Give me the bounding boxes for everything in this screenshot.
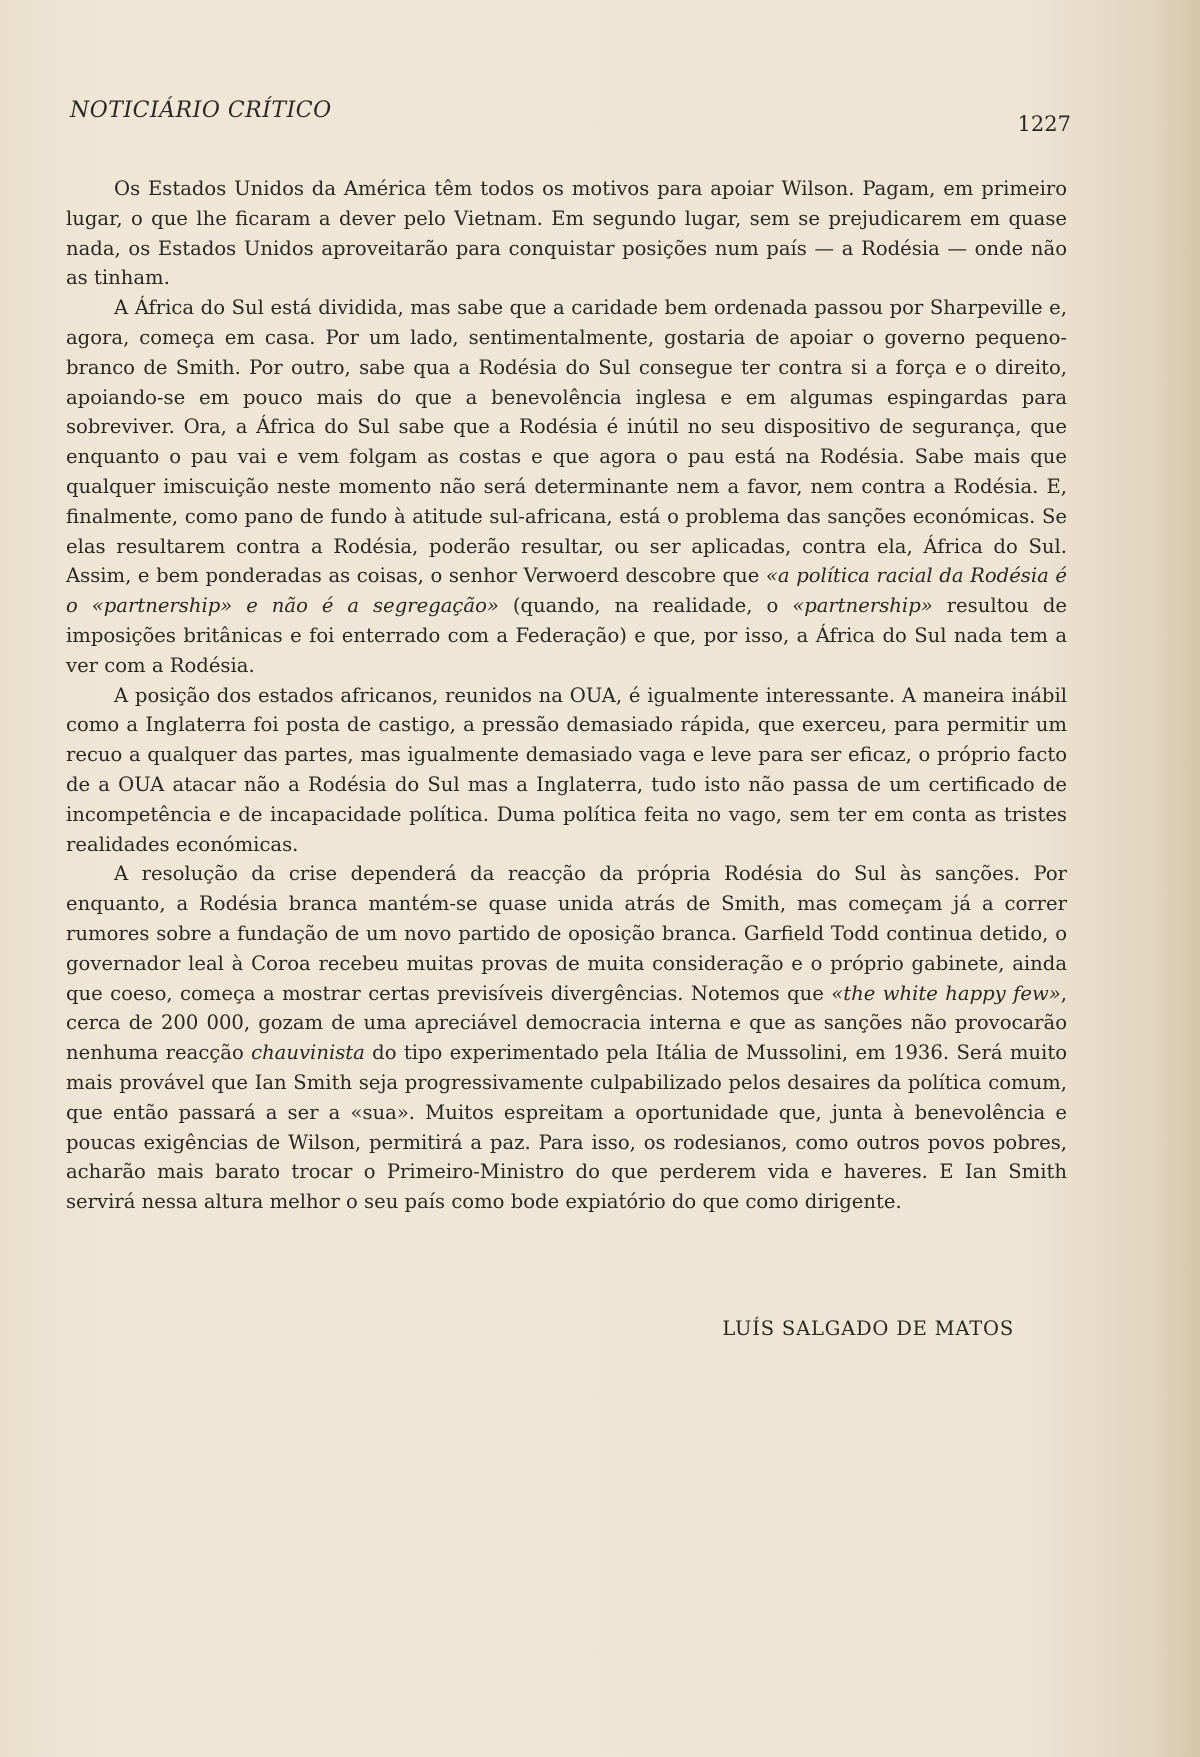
text-span: A posição dos estados africanos, reunidos na OUA, é igualmente interessante. A maneira inábil como a Inglaterra foi posta de castigo, a pressão demasiado rápida, que exerceu, para permitir um recuo a qualquer das partes, mas igualmente demasiado vaga e leve para ser eficaz, o próprio facto de a OUA atacar não a Rodésia do Sul mas a Inglaterra, tudo isto não passa de um certificado de incompetência e de incapacidade política. Duma política feita no vago, sem ter em conta as tristes realidades económicas. bbox=[66, 683, 1067, 856]
text-span: A África do Sul está dividida, mas sabe que a caridade bem ordenada passou por Sharpeville e, agora, começa em casa. Por um lado, sentimentalmente, gostaria de apoiar o governo pequeno-branco de Smith. Por outro, sabe qua a Rodésia do Sul consegue ter contra si a força e o direito, apoiando-se em pouco mais do que a benevolência inglesa e em algumas espingardas para sobreviver. Ora, a África do Sul sabe que a Rodésia é inútil no seu dispositivo de segurança, que enquanto o pau vai e vem folgam as costas e que agora o pau está na Rodésia. Sabe mais que qualquer imiscuição neste momento não será determinante nem a favor, nem contra a Rodésia. E, finalmente, como pano de fundo à atitude sul-africana, está o problema das sanções económicas. Se elas resultarem contra a Rodésia, poderão resultar, ou ser aplicadas, contra ela, África do Sul. Assim, e bem ponderadas as coisas, o senhor Verwoerd descobre que bbox=[66, 296, 1067, 588]
italic-quote: «the white happy few» bbox=[831, 981, 1061, 1005]
italic-term: «partnership» bbox=[792, 594, 933, 618]
text-span: Os Estados Unidos da América têm todos os motivos para apoiar Wilson. Pagam, em primeiro lugar, o que lhe ficaram a dever pelo Vietnam. Em segundo lugar, sem se prejudicarem em quase nada, os Estados Unidos aproveitarão para conquistar posições num país — a Rodésia — onde não as tinham. bbox=[66, 177, 1067, 290]
running-title: NOTICIÁRIO CRÍTICO bbox=[70, 98, 332, 123]
text-span: do tipo experimentado pela Itália de Mussolini, em 1936. Será muito mais provável que Ian Smith seja progressivamente culpabilizado pelos desaires da política comum, que então passará a ser a «sua». Muitos espreitam a oportunidade que, junta à benevolência e poucas exigências de Wilson, permitirá a paz. Para isso, os rodesianos, como outros povos pobres, acharão mais barato trocar o Primeiro-Ministro do que perderem vida e haveres. E Ian Smith servirá nessa altura melhor o seu país como bode expiatório do que como dirigente. bbox=[66, 1041, 1067, 1214]
italic-quote: «a política racial da Rodésia é o «partnership» e não é a segregação» bbox=[66, 564, 1067, 618]
article-body bbox=[66, 174, 1067, 1217]
paragraph bbox=[66, 293, 1067, 680]
italic-term: chauvinista bbox=[251, 1041, 365, 1065]
text-span: resultou de imposições britânicas e foi enterrado com a Federação) e que, por isso, a África do Sul nada tem a ver com a Rodésia. bbox=[66, 594, 1067, 677]
paragraph bbox=[66, 681, 1067, 860]
text-span: (quando, na realidade, o bbox=[498, 594, 793, 618]
paragraph bbox=[66, 174, 1067, 293]
page-header bbox=[70, 98, 1070, 138]
text-span: , cerca de 200 000, gozam de uma apreciável democracia interna e que as sanções não provocarão nenhuma reacção bbox=[66, 981, 1067, 1065]
paragraph bbox=[66, 859, 1067, 1217]
page-number: 1227 bbox=[1017, 112, 1071, 136]
author-signature: LUÍS SALGADO DE MATOS bbox=[722, 1317, 1014, 1340]
text-span: A resolução da crise dependerá da reacção da própria Rodésia do Sul às sanções. Por enquanto, a Rodésia branca mantém-se quase unida atrás de Smith, mas começam já a correr rumores sobre a fundação de um novo partido de oposição branca. Garfield Todd continua detido, o governador leal à Coroa recebeu muitas provas de muita consideração e o próprio gabinete, ainda que coeso, começa a mostrar certas previsíveis divergências. Notemos que bbox=[66, 862, 1067, 1005]
